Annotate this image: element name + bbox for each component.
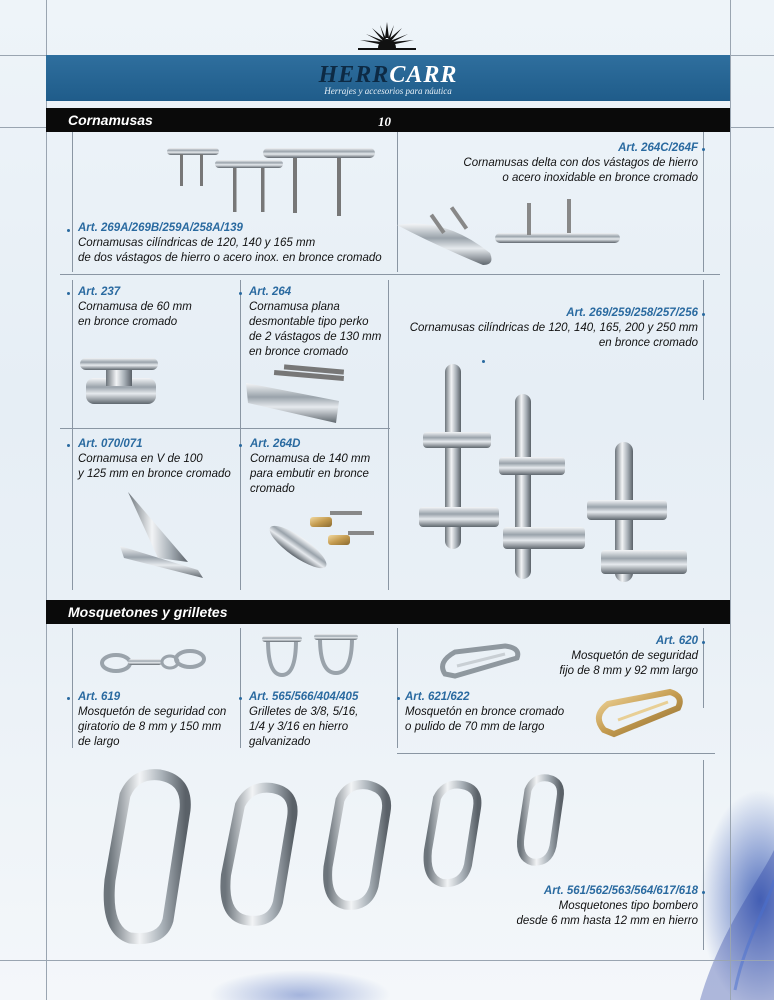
product-caption <box>250 437 390 497</box>
product-article-code: Art. 619 <box>78 691 121 703</box>
product-description: Cornamusa de 60 mm en bronce cromado <box>78 301 192 328</box>
product-description: Cornamusas delta con dos vástagos de hierro o acero inoxidable en bronce cromado <box>463 157 698 184</box>
product-article-code: Art. 621/622 <box>405 691 470 703</box>
product-caption <box>249 285 389 360</box>
bullet-dot <box>239 697 242 700</box>
product-article-code: Art. 565/566/404/405 <box>249 691 359 703</box>
product-article-code: Art. 070/071 <box>78 438 143 450</box>
compass-rose-logo <box>352 18 422 54</box>
product-image-cleat-flat <box>244 365 349 425</box>
product-description: Cornamusa de 140 mm para embutir en bronce cromado <box>250 453 371 495</box>
product-article-code: Art. 561/562/563/564/617/618 <box>543 885 698 897</box>
frame-line <box>730 0 731 1000</box>
frame-line <box>0 960 774 961</box>
product-description: Cornamusas cilíndricas de 120, 140, 165, 200 y 250 mm en bronce cromado <box>409 322 698 349</box>
product-image-cleat-cylindrical <box>165 140 380 225</box>
product-article-code: Art. 264 <box>249 286 292 298</box>
bullet-dot <box>702 313 705 316</box>
product-description: Mosquetón en bronce cromado o pulido de 70 mm de largo <box>405 706 565 733</box>
product-image-snap-brass <box>592 688 687 738</box>
product-article-code: Art. 237 <box>78 286 121 298</box>
product-caption <box>420 141 698 186</box>
divider <box>240 628 241 748</box>
brand-tagline: Herrajes y accesorios para náutica <box>324 86 452 96</box>
bullet-dot <box>702 891 705 894</box>
product-caption <box>405 690 585 735</box>
product-image-cleat-delta <box>395 195 625 270</box>
product-article-code: Art. 269A/269B/259A/258A/139 <box>78 222 243 234</box>
divider <box>703 628 704 708</box>
bullet-dot <box>702 641 705 644</box>
product-description: Cornamusas cilíndricas de 120, 140 y 165 mm de dos vástagos de hierro o acero inox. en bronce cromado <box>78 237 382 264</box>
product-image-cleat-large <box>415 362 695 592</box>
product-image-shackles <box>262 630 362 680</box>
product-article-code: Art. 264D <box>250 438 301 450</box>
bullet-dot <box>67 292 70 295</box>
frame-line <box>46 0 47 1000</box>
bullet-dot <box>67 444 70 447</box>
product-caption <box>78 221 398 266</box>
product-image-snap-chrome <box>435 642 525 682</box>
divider <box>703 280 704 400</box>
product-article-code: Art. 264C/264F <box>618 142 698 154</box>
product-description: Mosquetones tipo bombero desde 6 mm hasta 12 mm en hierro <box>516 900 698 927</box>
bullet-dot <box>67 697 70 700</box>
divider <box>703 132 704 272</box>
section-title: Mosquetones y grilletes <box>68 604 228 620</box>
divider <box>60 274 720 275</box>
product-image-cleat-recessed <box>268 505 378 585</box>
bullet-dot <box>67 229 70 232</box>
product-description: Cornamusa plana desmontable tipo perko de 2 vástagos de 130 mm en bronce cromado <box>249 301 382 358</box>
divider <box>72 280 73 590</box>
divider <box>72 132 73 272</box>
product-caption <box>78 285 238 330</box>
product-caption <box>249 690 399 750</box>
product-description: Mosquetón de seguridad con giratorio de 8 mm y 150 mm de largo <box>78 706 227 748</box>
product-article-code: Art. 620 <box>655 635 698 647</box>
product-image-cleat-v <box>118 490 208 580</box>
product-description: Grilletes de 3/8, 5/16, 1/4 y 3/16 en hierro galvanizado <box>249 706 359 748</box>
brand-logo: HERRCARR <box>318 62 458 88</box>
bullet-dot <box>397 697 400 700</box>
divider <box>72 628 73 748</box>
bullet-dot <box>239 444 242 447</box>
product-image-cleat-small <box>78 350 163 410</box>
product-caption <box>78 437 243 482</box>
divider <box>240 280 241 590</box>
divider <box>703 760 704 950</box>
product-description: Cornamusa en V de 100 y 125 mm en bronce cromado <box>78 453 231 480</box>
bullet-dot <box>239 292 242 295</box>
product-caption <box>520 634 698 679</box>
product-caption <box>470 884 698 929</box>
bullet-dot <box>482 360 485 363</box>
product-caption <box>78 690 238 750</box>
product-image-snap-swivel <box>98 645 208 675</box>
bullet-dot <box>702 148 705 151</box>
product-caption <box>400 306 698 351</box>
divider <box>60 428 390 429</box>
product-article-code: Art. 269/259/258/257/256 <box>566 307 698 319</box>
section-title: Cornamusas <box>68 112 153 128</box>
product-description: Mosquetón de seguridad fijo de 8 mm y 92 mm largo <box>559 650 698 677</box>
page-number: 10 <box>378 114 391 129</box>
divider <box>397 753 715 754</box>
